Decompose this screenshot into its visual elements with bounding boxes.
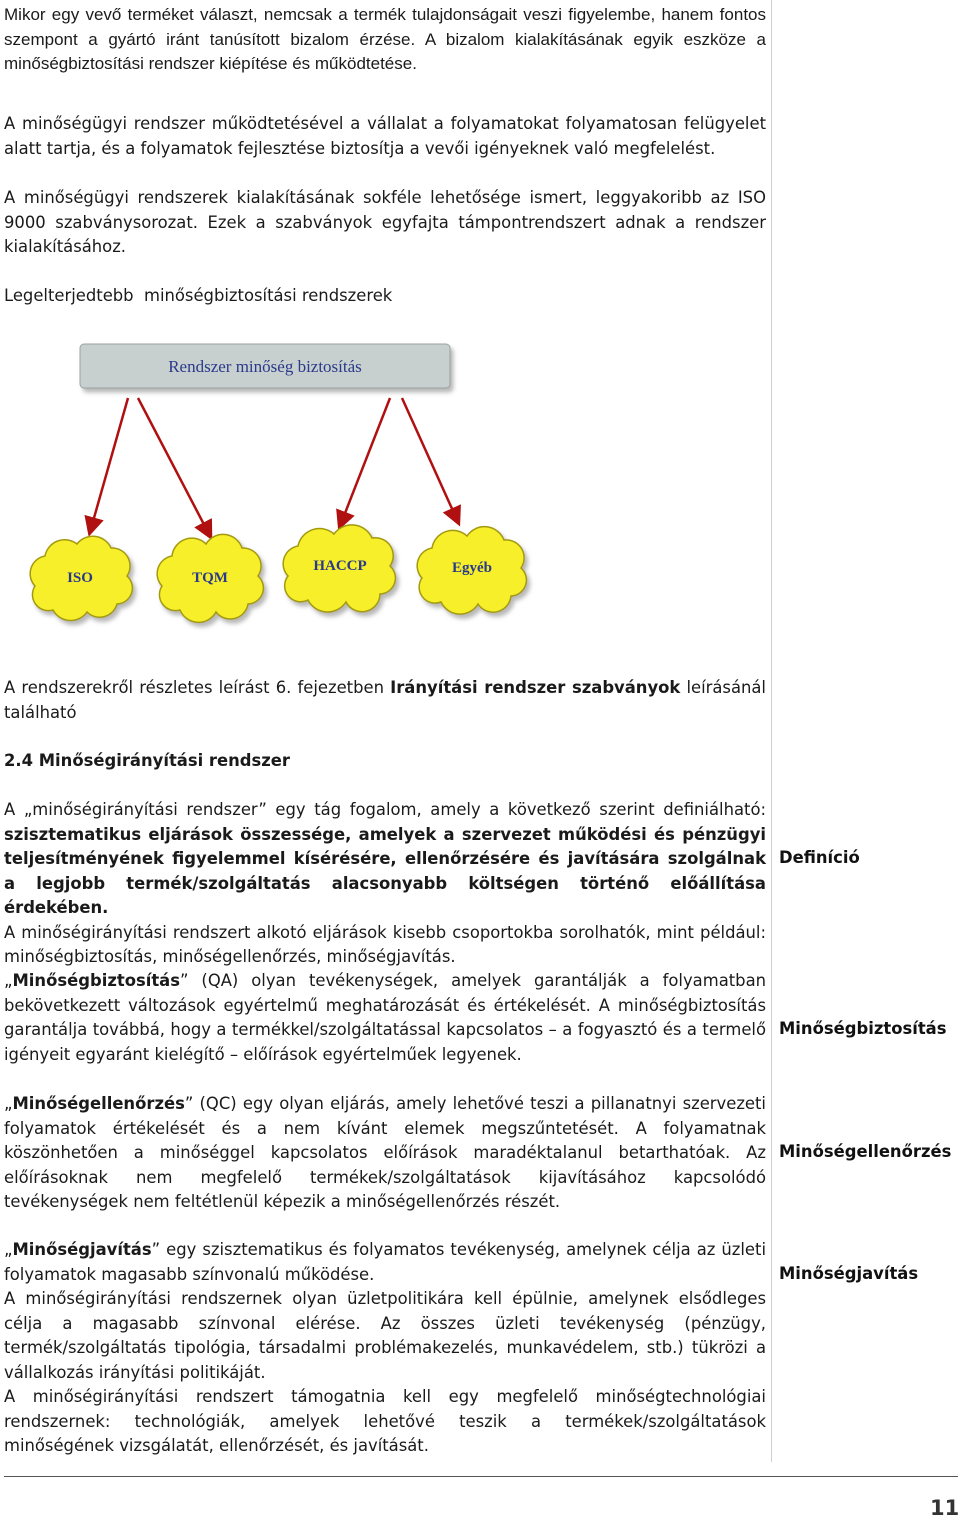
qi-text: ” egy szisztematikus és folyamatos tevékenység, amelynek célja az üzleti folyamatok magasabb színvonalú működése. bbox=[4, 1240, 766, 1284]
qa-term: Minőségbiztosítás bbox=[12, 971, 180, 990]
node-iso-label: ISO bbox=[67, 570, 93, 586]
node-haccp-label: HACCP bbox=[313, 558, 367, 574]
intro-paragraph-2: A minőségügyi rendszer működtetésével a vállalat a folyamatokat folyamatosan felügyelet alatt tartja, és a folyamatok fejlesztése biztosítja a vevői igényeknek való megfelelést. bbox=[4, 114, 766, 158]
arrow-haccp bbox=[340, 398, 390, 526]
section-heading bbox=[4, 749, 766, 774]
qa-paragraph bbox=[4, 969, 766, 1067]
cloud-egyeb bbox=[417, 527, 526, 614]
definition-paragraph bbox=[4, 798, 766, 970]
definition-lead: A „minőségirányítási rendszer” egy tág fogalom, amely a következő szerint definiálható: bbox=[4, 800, 766, 819]
qa-open-quote: „ bbox=[4, 971, 13, 990]
margin-note-minosegjavitas: Minőségjavítás bbox=[779, 1264, 919, 1283]
qc-open-quote: „ bbox=[4, 1094, 13, 1113]
qi-paragraph-2: A minőségirányítási rendszernek olyan üzletpolitikára kell épülnie, amelynek elsődleges célja a magasabb színvonal elérése. Az összes üzleti tevékenység (pénzügy, termék/szolgáltatás tipológia, társadalmi problémakezelés, munkavédelem, stb.) tükrözi a vállalkozás irányítási politikáját. bbox=[4, 1289, 766, 1382]
qi-open-quote: „ bbox=[4, 1240, 13, 1259]
root-label: Rendszer minőség biztosítás bbox=[168, 357, 362, 376]
qi-paragraph bbox=[4, 1238, 766, 1459]
definition-tail: A minőségirányítási rendszert alkotó eljárások kisebb csoportokba sorolhatók, mint például: minőségbiztosítás, minőségellenőrzés, minőségjavítás. bbox=[4, 922, 766, 966]
arrow-tqm bbox=[138, 398, 210, 536]
margin-note-definicio: Definíció bbox=[779, 848, 860, 867]
reference-paragraph bbox=[4, 676, 766, 725]
intro-paragraph-1: Mikor egy vevő terméket választ, nemcsak a termék tulajdonságait veszi figyelembe, hanem fontos szempont a gyártó iránt tanúsított bizalom érzése. A bizalom kialakításának egyik eszköze a minőségbiztosítási rendszer kiépítése és működtetése. bbox=[4, 5, 766, 73]
reference-bold: Irányítási rendszer szabványok bbox=[390, 678, 681, 697]
cloud-haccp bbox=[283, 525, 395, 612]
page-number: 11 bbox=[930, 1496, 960, 1520]
footer-rule bbox=[4, 1476, 958, 1477]
arrow-egyeb bbox=[402, 398, 458, 522]
qa-text: ” (QA) olyan tevékenységek, amelyek garantálják a folyamatban bekövetkezett változások egyértelmű meghatározását és értékelését. A minőségbiztosítás garantálja továbbá, hogy a termékkel/szolgáltatással kapcsolatos – a fogyasztó és a termelő igényeit egyaránt kielégítő – előírások egyértelműek legyenek. bbox=[4, 971, 766, 1064]
qi-term: Minőségjavítás bbox=[12, 1240, 152, 1259]
node-tqm-label: TQM bbox=[192, 570, 228, 586]
definition-bold: szisztematikus eljárások összessége, amelyek a szervezet működési és pénzügyi teljesítményének figyelemmel kísérésére, ellenőrzésére és javítására szolgálnak a legjobb termék/szolgáltatás alacsonyabb költségen történő előállítása érdekében. bbox=[4, 824, 766, 917]
margin-note-minosegellenorzes: Minőségellenőrzés bbox=[779, 1142, 952, 1161]
diagram-caption: Legelterjedtebb minőségbiztosítási rendszerek bbox=[4, 286, 393, 305]
reference-text: A rendszerekről részletes leírást 6. fejezetben bbox=[4, 678, 391, 697]
quality-systems-diagram bbox=[20, 336, 580, 636]
qc-paragraph bbox=[4, 1092, 766, 1215]
margin-note-minosegbiztositas: Minőségbiztosítás bbox=[779, 1019, 947, 1038]
arrow-iso bbox=[90, 398, 128, 532]
reference-tail: leírásánál található bbox=[4, 678, 766, 722]
cloud-iso bbox=[30, 536, 132, 620]
qi-paragraph-3: A minőségirányítási rendszert támogatnia kell egy megfelelő minőségtechnológiai rendszernek: technológiák, amelyek lehetővé teszik a termékek/szolgáltatások minőségének vizsgálatát, ellenőrzését, és javítását. bbox=[4, 1387, 766, 1455]
cloud-tqm bbox=[157, 534, 263, 622]
qc-text: ” (QC) egy olyan eljárás, amely lehetővé teszi a pillanatnyi szervezeti folyamatok értékelését és a nem kívánt elemek megszűntetését. A folyamatnak köszönhetően a minőséggel kapcsolatos előírások maradéktalanul betarthatóak. Az előírásoknak nem megfelelő termékek/szolgáltatások kijavításához kapcsolódó tevékenységek nem feltétlenül képezik a minőségellenőrzés részét. bbox=[4, 1094, 766, 1211]
intro-paragraph-3: A minőségügyi rendszerek kialakításának sokféle lehetősége ismert, leggyakoribb az ISO 9000 szabványsorozat. Ezek a szabványok egyfajta támpontrendszert adnak a rendszer kialakításához. bbox=[4, 188, 766, 256]
margin-divider bbox=[771, 0, 772, 1462]
section-heading-text: 2.4 Minőségirányítási rendszer bbox=[4, 751, 291, 770]
node-egyeb-label: Egyéb bbox=[451, 560, 493, 576]
qc-term: Minőségellenőrzés bbox=[12, 1094, 185, 1113]
